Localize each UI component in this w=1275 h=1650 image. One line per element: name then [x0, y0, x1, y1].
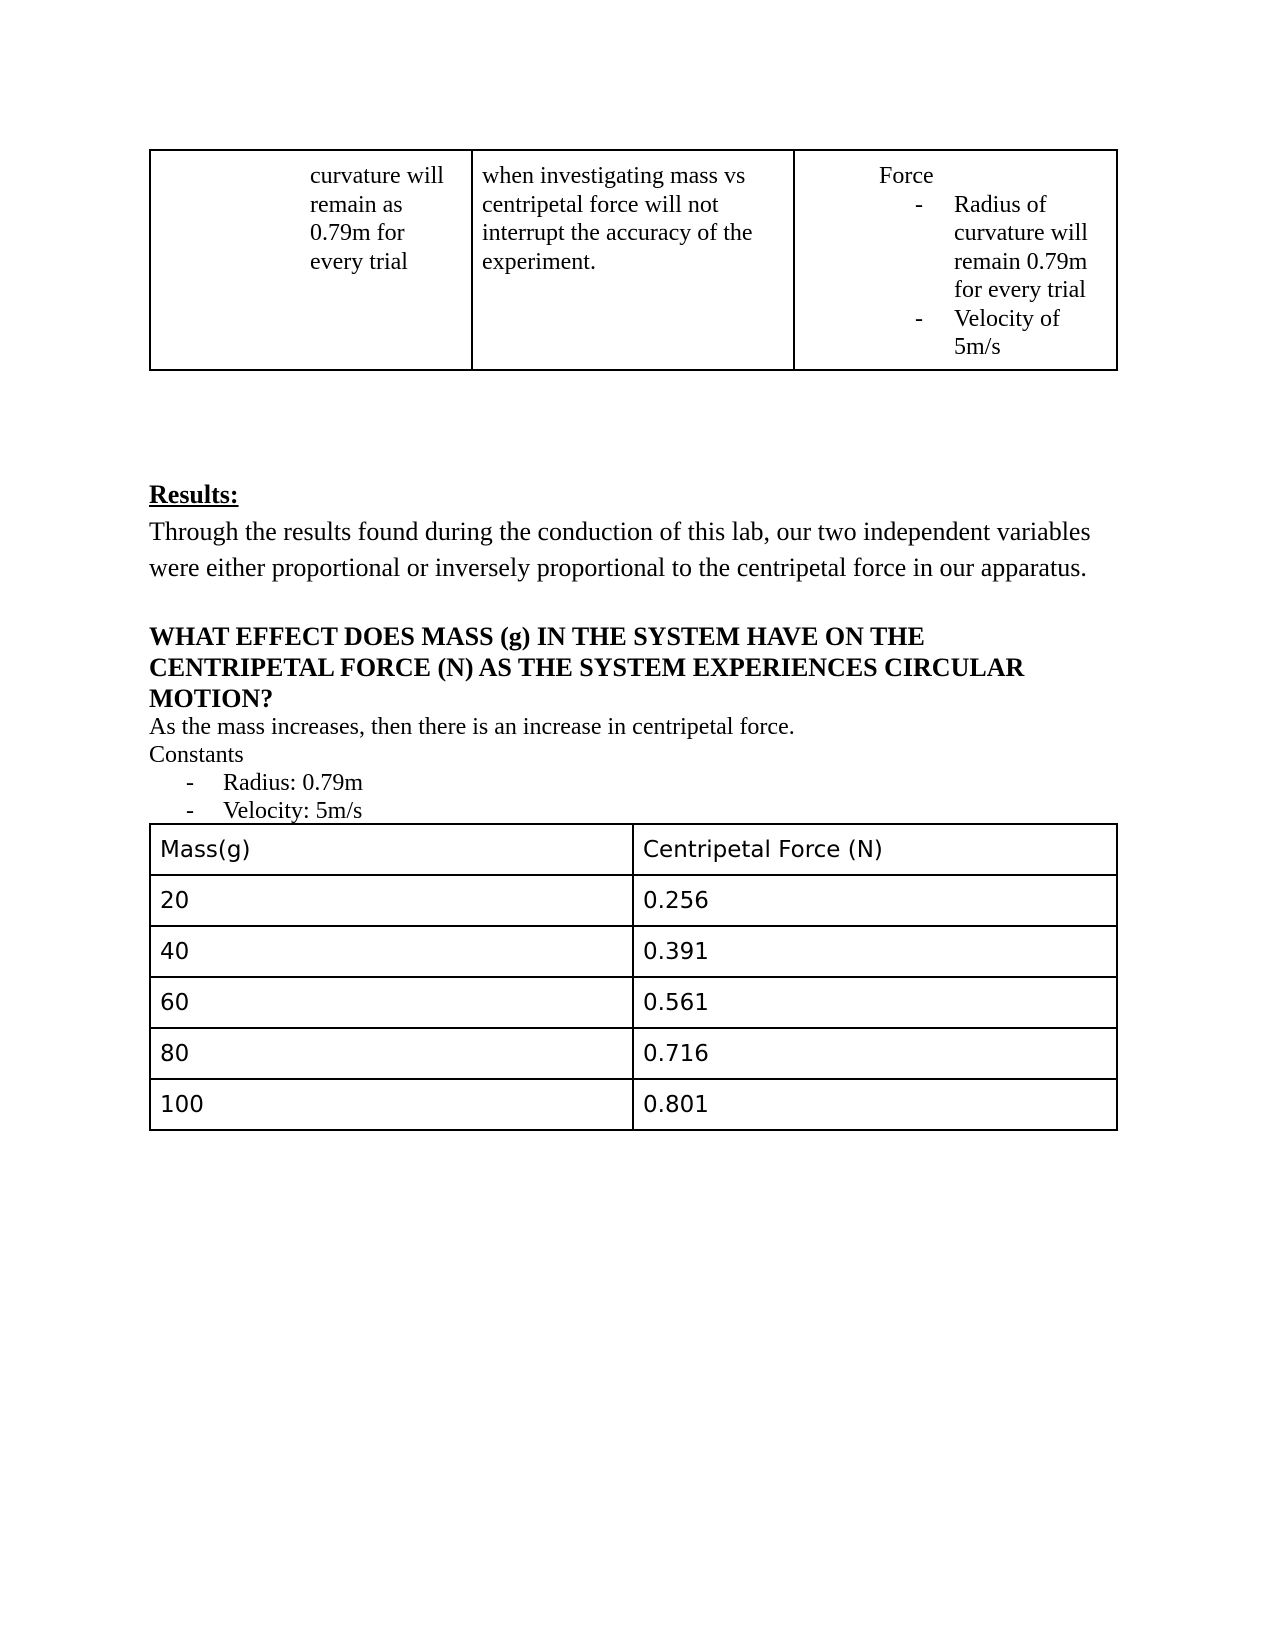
mass-cell: 40 — [150, 926, 633, 977]
table-cell-reason — [472, 150, 794, 370]
constants-list — [149, 769, 363, 825]
force-cell: 0.256 — [633, 875, 1117, 926]
list-item — [149, 797, 363, 825]
cell-text — [473, 151, 793, 276]
table-row — [150, 875, 1117, 926]
text-line: for every trial — [954, 277, 1086, 303]
cell-text — [795, 151, 1116, 191]
text-line: curvature will — [954, 220, 1088, 246]
force-cell: 0.561 — [633, 977, 1117, 1028]
dash-bullet: - — [915, 191, 923, 218]
text-line: Velocity of — [954, 305, 1060, 332]
list-item — [879, 191, 1116, 305]
results-paragraph: Through the results found during the conduction of this lab, our two independent variables were either proportional or inversely proportional to the centripetal force in our apparatus. — [149, 517, 1091, 582]
mass-cell: 100 — [150, 1079, 633, 1130]
table-row — [150, 150, 1117, 370]
text-line: every trial — [310, 248, 408, 275]
text-line: centripetal force will not — [482, 191, 719, 218]
cell-text — [151, 151, 471, 276]
table-row — [150, 977, 1117, 1028]
dash-bullet: - — [186, 770, 194, 796]
constants-label: Constants — [149, 742, 244, 768]
mass-cell: 20 — [150, 875, 633, 926]
text-line: remain 0.79m — [954, 248, 1088, 275]
mass-cell: 60 — [150, 977, 633, 1028]
cell-header: Force — [879, 163, 934, 189]
mass-cell: 80 — [150, 1028, 633, 1079]
force-cell: 0.391 — [633, 926, 1117, 977]
table-row — [150, 1028, 1117, 1079]
mass-force-data-table — [149, 823, 1118, 1131]
text-line: curvature will — [310, 163, 444, 189]
table-cell-constants — [794, 150, 1117, 370]
text-line: Radius of — [954, 191, 1047, 218]
hypothesis-variables-table-continued — [149, 149, 1118, 371]
constant-text: Velocity: 5m/s — [223, 798, 363, 824]
constants-bullet-list — [795, 191, 1116, 362]
results-heading: Results: — [149, 480, 239, 509]
text-line: experiment. — [482, 248, 596, 275]
research-question: WHAT EFFECT DOES MASS (g) IN THE SYSTEM HAVE ON THE CENTRIPETAL FORCE (N) AS THE SYSTEM EXPERIENCES CIRCULAR MOTION? — [149, 622, 1025, 713]
table-row — [150, 1079, 1117, 1130]
constant-text: Radius: 0.79m — [223, 770, 364, 796]
result-statement: As the mass increases, then there is an increase in centripetal force. — [149, 714, 795, 740]
column-header-mass: Mass(g) — [150, 824, 633, 875]
table-row — [150, 926, 1117, 977]
text-line: remain as — [310, 191, 403, 218]
table-cell-variable — [150, 150, 472, 370]
text-line: when investigating mass vs — [482, 163, 746, 189]
force-cell: 0.801 — [633, 1079, 1117, 1130]
text-line: 5m/s — [954, 334, 1001, 360]
text-line: 0.79m for — [310, 220, 405, 246]
force-cell: 0.716 — [633, 1028, 1117, 1079]
dash-bullet: - — [186, 798, 194, 824]
dash-bullet: - — [915, 305, 923, 332]
list-item — [879, 305, 1116, 362]
text-line: interrupt the accuracy of the — [482, 220, 753, 246]
table-header-row — [150, 824, 1117, 875]
list-item — [149, 769, 363, 797]
column-header-force: Centripetal Force (N) — [633, 824, 1117, 875]
